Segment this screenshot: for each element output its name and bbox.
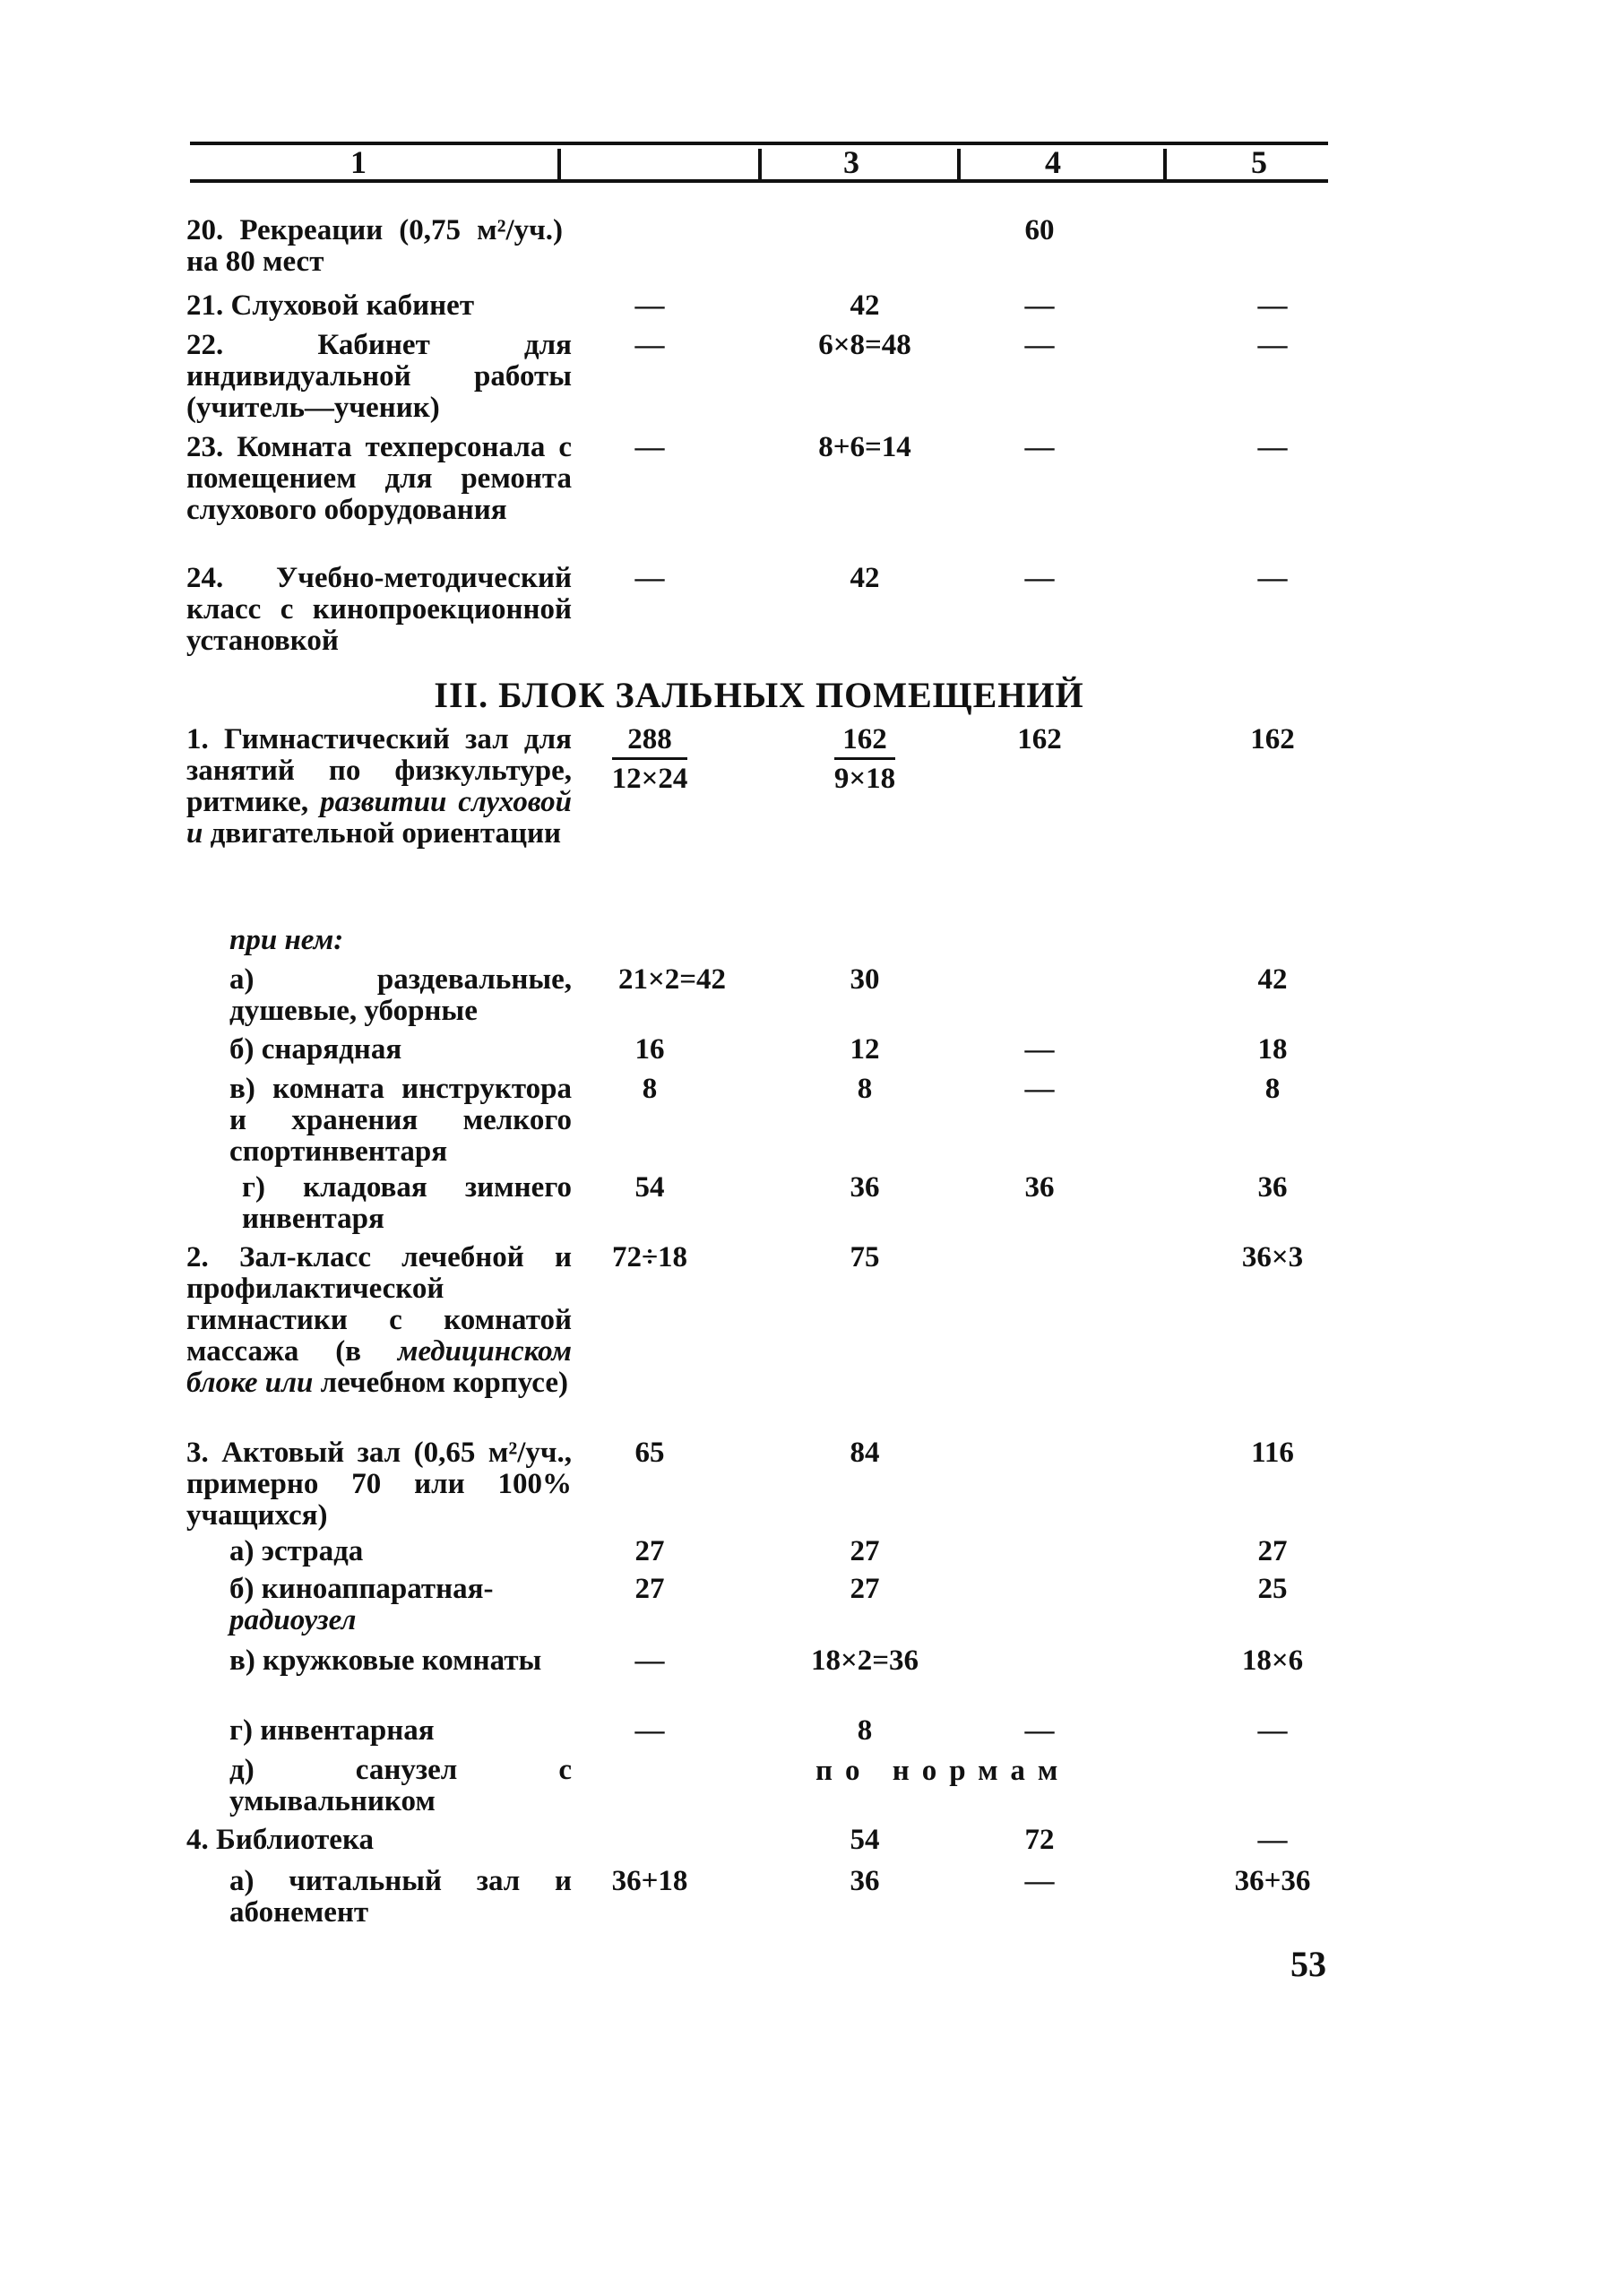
row-label: 4. Библиотека — [186, 1824, 374, 1856]
row-value-col3: 8+6=14 — [818, 431, 911, 463]
row-label: б) снарядная — [229, 1033, 402, 1066]
row-value-col3: 36 — [850, 1865, 880, 1897]
row-value-col4: 36 — [1024, 1171, 1055, 1204]
row-value-col4: — — [1024, 1073, 1055, 1105]
row-value-col5: 36×3 — [1241, 1241, 1304, 1273]
row-label: а) эстрада — [229, 1535, 364, 1567]
row-value-col2 — [574, 724, 726, 795]
row-label: 23. Комната техперсонала с помещением для ремонта слухового оборудования — [186, 431, 572, 526]
row-value-col3: 42 — [850, 562, 880, 594]
row-label-text: лечебном корпусе) — [313, 1367, 568, 1399]
row-value-col2: 16 — [634, 1033, 665, 1066]
row-label: г) инвентарная — [229, 1714, 435, 1747]
row-label: 20. Рекреации (0,75 м²/уч.) на 80 мест — [186, 214, 563, 278]
row-value-col4: — — [1024, 1033, 1055, 1066]
row-value-col3: 75 — [850, 1241, 880, 1273]
row-label-text: двигательной ориентации — [203, 817, 562, 850]
row-value-col5: — — [1257, 1824, 1288, 1856]
header-col-3: 3 — [843, 144, 859, 180]
row-value-col3: 84 — [850, 1437, 880, 1469]
row-value-col5: — — [1257, 329, 1288, 361]
row-value-col2: — — [634, 562, 665, 594]
row-label-italic: развитии слуховой и — [186, 786, 572, 850]
row-value-col3: 6×8=48 — [818, 329, 911, 361]
row-value-col2: 54 — [634, 1171, 665, 1204]
row-value-col3: 36 — [850, 1171, 880, 1204]
row-value-col2: — — [634, 1714, 665, 1747]
row-label: а) раздевальные, душевые, уборные — [229, 963, 572, 1027]
row-label: в) кружковые комнаты — [229, 1644, 542, 1677]
header-col-4: 4 — [1045, 144, 1061, 180]
row-value-col2: 8 — [642, 1073, 658, 1105]
row-value-col5: — — [1257, 1714, 1288, 1747]
row-label-italic: радиоузел — [229, 1604, 357, 1636]
row-value-col2: 27 — [634, 1573, 665, 1605]
row-label-text: 2. Зал-класс лечебной и профилактической гимнастики с комнатой массажа (в — [186, 1241, 572, 1368]
row-label: в) комната инструктора и хранения мелкого спортинвентаря — [229, 1073, 572, 1168]
row-label: д) санузел с умывальником — [229, 1754, 572, 1817]
row-label-italic: медицинском блоке или — [186, 1335, 572, 1399]
row-label-text: 1. Гимнастический зал для занятий по физкультуре, ритмике, — [186, 723, 572, 818]
row-value-col4: 60 — [1024, 214, 1055, 246]
row-value-col5: 36+36 — [1234, 1865, 1311, 1897]
row-value-col4: — — [1024, 289, 1055, 322]
fraction — [834, 724, 895, 795]
row-value-col4: — — [1024, 562, 1055, 594]
row-value-col2: — — [634, 431, 665, 463]
header-separator — [1163, 149, 1167, 181]
header-separator — [957, 149, 961, 181]
row-value-col3: 8 — [857, 1714, 873, 1747]
by-norms-note: по нормам — [815, 1755, 1071, 1787]
row-label: 3. Актовый зал (0,65 м²/уч., примерно 70 или 100% учащихся) — [186, 1437, 572, 1532]
fraction-denominator: 9×18 — [833, 763, 896, 795]
row-label — [186, 1242, 572, 1399]
row-value-col4: — — [1024, 1714, 1055, 1747]
row-value-col5: 27 — [1257, 1535, 1288, 1567]
row-value-col2: — — [634, 329, 665, 361]
row-value-col5: 8 — [1264, 1073, 1281, 1105]
row-value-col5: 116 — [1251, 1437, 1294, 1469]
section-title: III. БЛОК ЗАЛЬНЫХ ПОМЕЩЕНИЙ — [434, 675, 1084, 715]
row-value-col5: — — [1257, 431, 1288, 463]
row-value-col5: — — [1257, 562, 1288, 594]
fraction-numerator: 162 — [834, 724, 895, 760]
row-value-col3: 30 — [850, 963, 880, 996]
row-value-col4: — — [1024, 329, 1055, 361]
fraction — [612, 724, 688, 795]
row-label: а) читальный зал и абонемент — [229, 1865, 572, 1929]
row-value-col5: 42 — [1257, 963, 1288, 996]
fraction-numerator: 288 — [612, 724, 688, 760]
row-value-col2: 21×2=42 — [617, 963, 727, 996]
row-value-col2: — — [634, 1644, 665, 1677]
row-value-col3: 18×2=36 — [810, 1644, 919, 1677]
row-label: 24. Учебно-методический класс с кинопроекционной установкой — [186, 562, 572, 657]
row-value-col5: 25 — [1257, 1573, 1288, 1605]
row-label — [186, 724, 572, 850]
header-col-5: 5 — [1251, 144, 1267, 180]
row-value-col3: 27 — [850, 1573, 880, 1605]
row-label: 22. Кабинет для индивидуальной работы (учитель—ученик) — [186, 329, 572, 424]
row-value-col2: 27 — [634, 1535, 665, 1567]
row-value-col2: 36+18 — [611, 1865, 688, 1897]
row-value-col4: 72 — [1024, 1824, 1055, 1856]
row-label: г) кладовая зимнего инвентаря — [242, 1171, 572, 1235]
row-label: при нем: — [229, 924, 344, 956]
header-col-1: 1 — [350, 144, 367, 180]
row-value-col4: — — [1024, 431, 1055, 463]
header-separator — [758, 149, 762, 181]
row-value-col5: 162 — [1250, 723, 1295, 755]
row-value-col3: 42 — [850, 289, 880, 322]
page-number: 53 — [1290, 1944, 1326, 1984]
row-label-text: б) киноаппаратная- — [229, 1573, 494, 1605]
row-value-col2: 72÷18 — [611, 1241, 688, 1273]
row-value-col3: 27 — [850, 1535, 880, 1567]
row-value-col3: 54 — [850, 1824, 880, 1856]
row-value-col2: — — [634, 289, 665, 322]
row-label — [229, 1574, 572, 1636]
fraction-denominator: 12×24 — [611, 763, 688, 795]
row-value-col5: 18 — [1257, 1033, 1288, 1066]
row-value-col3: 12 — [850, 1033, 880, 1066]
row-label: 21. Слуховой кабинет — [186, 289, 475, 322]
row-value-col3 — [775, 724, 954, 795]
header-separator — [557, 149, 561, 181]
row-value-col3: 8 — [857, 1073, 873, 1105]
row-value-col4: 162 — [1017, 723, 1062, 755]
row-value-col2: 65 — [634, 1437, 665, 1469]
row-value-col5: 36 — [1257, 1171, 1288, 1204]
row-value-col5: 18×6 — [1241, 1644, 1304, 1677]
row-value-col4: — — [1024, 1865, 1055, 1897]
row-value-col5: — — [1257, 289, 1288, 322]
